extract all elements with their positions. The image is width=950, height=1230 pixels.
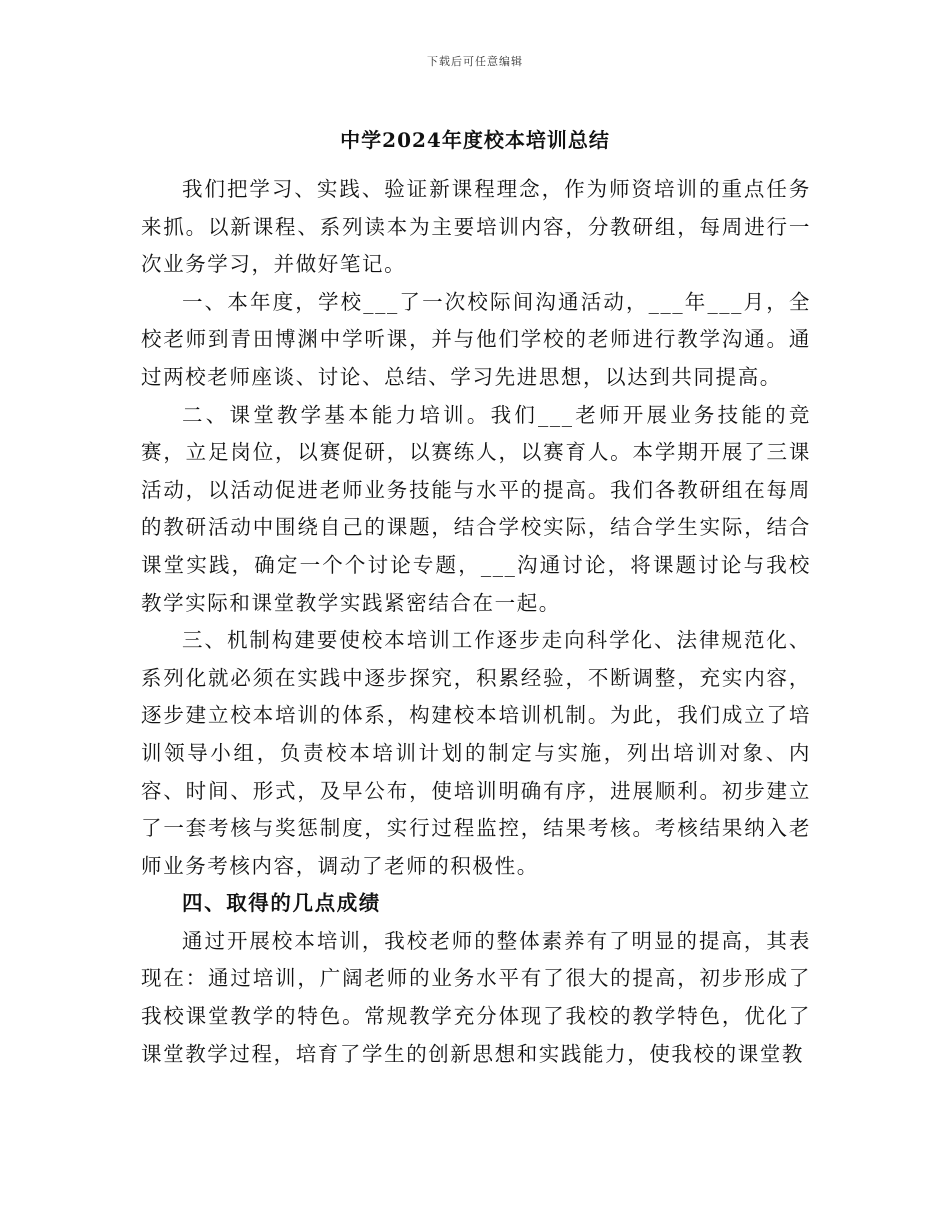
header-note: 下载后可任意编辑 [427, 55, 523, 68]
paragraph-intro: 我们把学习、实践、验证新课程理念，作为师资培训的重点任务来抓。以新课程、系列读本为主要培训内容，分教研组，每周进行一次业务学习，并做好笔记。 [141, 177, 811, 277]
paragraph-exchange-activity: 一、本年度，学校___了一次校际间沟通活动，___年___月，全校老师到青田博渊中学听课，并与他们学校的老师进行教学沟通。通过两校老师座谈、讨论、总结、学习先进思想，以达到共同提高。 [141, 289, 811, 389]
paragraph-achievements: 通过开展校本培训，我校老师的整体素养有了明显的提高，其表现在：通过培训，广阔老师的业务水平有了很大的提高，初步形成了我校课堂教学的特色。常规教学充分体现了我校的教学特色，优化了课堂教学过程，培育了学生的创新思想和实践能力，使我校的课堂教 [141, 928, 811, 1066]
paragraph-mechanism: 三、机制构建要使校本培训工作逐步走向科学化、法律规范化、系列化就必须在实践中逐步探究，积累经验，不断调整，充实内容，逐步建立校本培训的体系，构建校本培训机制。为此，我们成立了培训领导小组，负责校本培训计划的制定与实施，列出培训对象、内容、时间、形式，及早公布，使培训明确有序，进展顺利。初步建立了一套考核与奖惩制度，实行过程监控，结果考核。考核结果纳入老师业务考核内容，调动了老师的积极性。 [141, 628, 811, 878]
document-title: 中学2024年度校本培训总结 [340, 128, 610, 152]
document-body [141, 171, 811, 1073]
paragraph-classroom-training: 二、课堂教学基本能力培训。我们___老师开展业务技能的竞赛，立足岗位，以赛促研，以赛练人，以赛育人。本学期开展了三课活动，以活动促进老师业务技能与水平的提高。我们各教研组在每周的教研活动中围绕自己的课题，结合学校实际，结合学生实际，结合课堂实践，确定一个个讨论专题，___沟通讨论，将课题讨论与我校教学实际和课堂教学实践紧密结合在一起。 [141, 402, 811, 615]
section-heading-achievements: 四、取得的几点成绩 [182, 891, 381, 916]
